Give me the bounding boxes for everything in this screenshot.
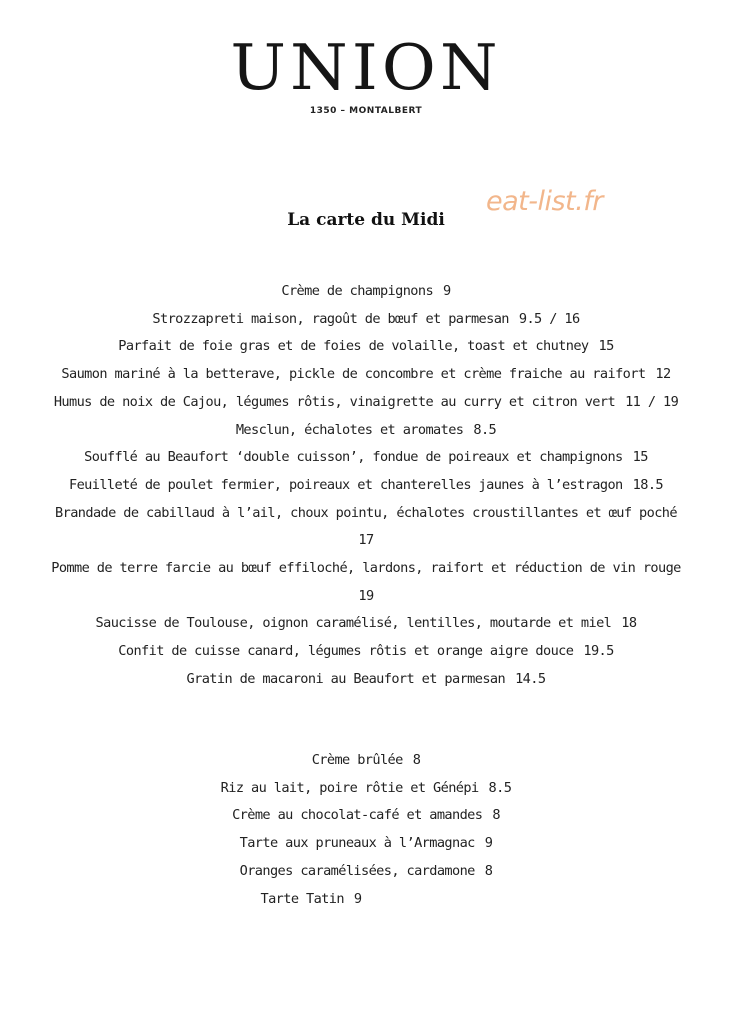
dish-price: 8.5: [473, 421, 497, 438]
menu-item: [0, 333, 732, 361]
menu-item: [0, 278, 732, 306]
dish-name: Pomme de terre farcie au bœuf effiloché, lardons, raifort et réduction de vin rouge: [51, 560, 681, 577]
dish-price: 15: [632, 449, 648, 466]
dish-price: 8.5: [488, 779, 512, 796]
menu-item: [0, 444, 732, 472]
menu-item: [0, 417, 732, 445]
menu-item: [0, 555, 732, 610]
dish-price: 8: [412, 752, 421, 768]
menu-item: [0, 747, 732, 775]
dish-name: Saumon mariné à la betterave, pickle de concombre et crème fraiche au raifort: [61, 366, 646, 383]
dish-price: 9: [484, 835, 493, 852]
menu-item: [0, 886, 622, 914]
dish-name: Saucisse de Toulouse, oignon caramélisé, lentilles, moutarde et miel: [95, 615, 612, 632]
restaurant-logo: [0, 28, 732, 116]
dish-price: 8: [492, 807, 500, 824]
menu-item: [0, 638, 732, 666]
dish-name: Strozzapreti maison, ragoût de bœuf et parmesan: [152, 310, 509, 327]
watermark: eat-list.fr: [486, 186, 603, 217]
dish-name: Feuilleté de poulet fermier, poireaux et chanterelles jaunes à l’estragon: [69, 476, 623, 493]
menu-item: [0, 666, 732, 694]
menu-item: [0, 500, 732, 555]
dish-name: Tarte Tatin: [260, 890, 344, 907]
dish-name: Soufflé au Beaufort ‘double cuisson’, fondue de poireaux et champignons: [84, 449, 623, 466]
dish-name: Crème au chocolat-café et amandes: [232, 807, 483, 824]
dish-price: 9.5 / 16: [518, 310, 580, 327]
dish-name: Crème brûlée: [311, 752, 403, 768]
dish-price: 11 / 19: [625, 393, 679, 410]
menu-item: [0, 389, 732, 417]
dish-name: Riz au lait, poire rôtie et Génépi: [220, 779, 479, 796]
dish-price: 18.5: [632, 476, 663, 493]
dish-name: Gratin de macaroni au Beaufort et parmesan: [186, 670, 506, 687]
dish-price: 8: [484, 862, 493, 879]
dish-name: Mesclun, échalotes et aromates: [235, 421, 464, 438]
dish-price: 19: [358, 587, 374, 604]
menu-item: [0, 472, 732, 500]
dish-price: 18: [621, 615, 637, 632]
dish-name: Crème de champignons: [281, 283, 434, 299]
menu-title: La carte du Midi: [287, 210, 445, 230]
menu-item: [0, 775, 732, 803]
desserts-list: [0, 747, 732, 913]
dish-price: 14.5: [515, 670, 546, 687]
logo-subtitle: 1350 – MONTALBERT: [309, 106, 423, 116]
logo-wordmark: UNION: [230, 30, 502, 105]
dish-name: Brandade de cabillaud à l’ail, choux pointu, échalotes croustillantes et œuf poché: [55, 504, 677, 521]
menu-item: [0, 306, 732, 334]
menu-item: [0, 858, 732, 886]
menu-item: [0, 361, 732, 389]
dish-price: 12: [655, 366, 671, 383]
dish-name: Tarte aux pruneaux à l’Armagnac: [239, 835, 475, 852]
menu-item: [0, 802, 732, 830]
dish-name: Oranges caramélisées, cardamone: [239, 862, 475, 879]
dish-price: 19.5: [583, 643, 614, 660]
dish-price: 9: [353, 890, 362, 907]
dish-name: Confit de cuisse canard, légumes rôtis et orange aigre douce: [118, 643, 574, 660]
menu-item: [0, 610, 732, 638]
menu-item: [0, 830, 732, 858]
dish-name: Parfait de foie gras et de foies de volaille, toast et chutney: [118, 338, 589, 355]
dish-name: Humus de noix de Cajou, légumes rôtis, vinaigrette au curry et citron vert: [53, 393, 616, 410]
dish-price: 15: [598, 338, 614, 355]
dish-price: 9: [443, 283, 451, 299]
dish-price: 17: [358, 532, 374, 549]
mains-list: [0, 278, 732, 694]
